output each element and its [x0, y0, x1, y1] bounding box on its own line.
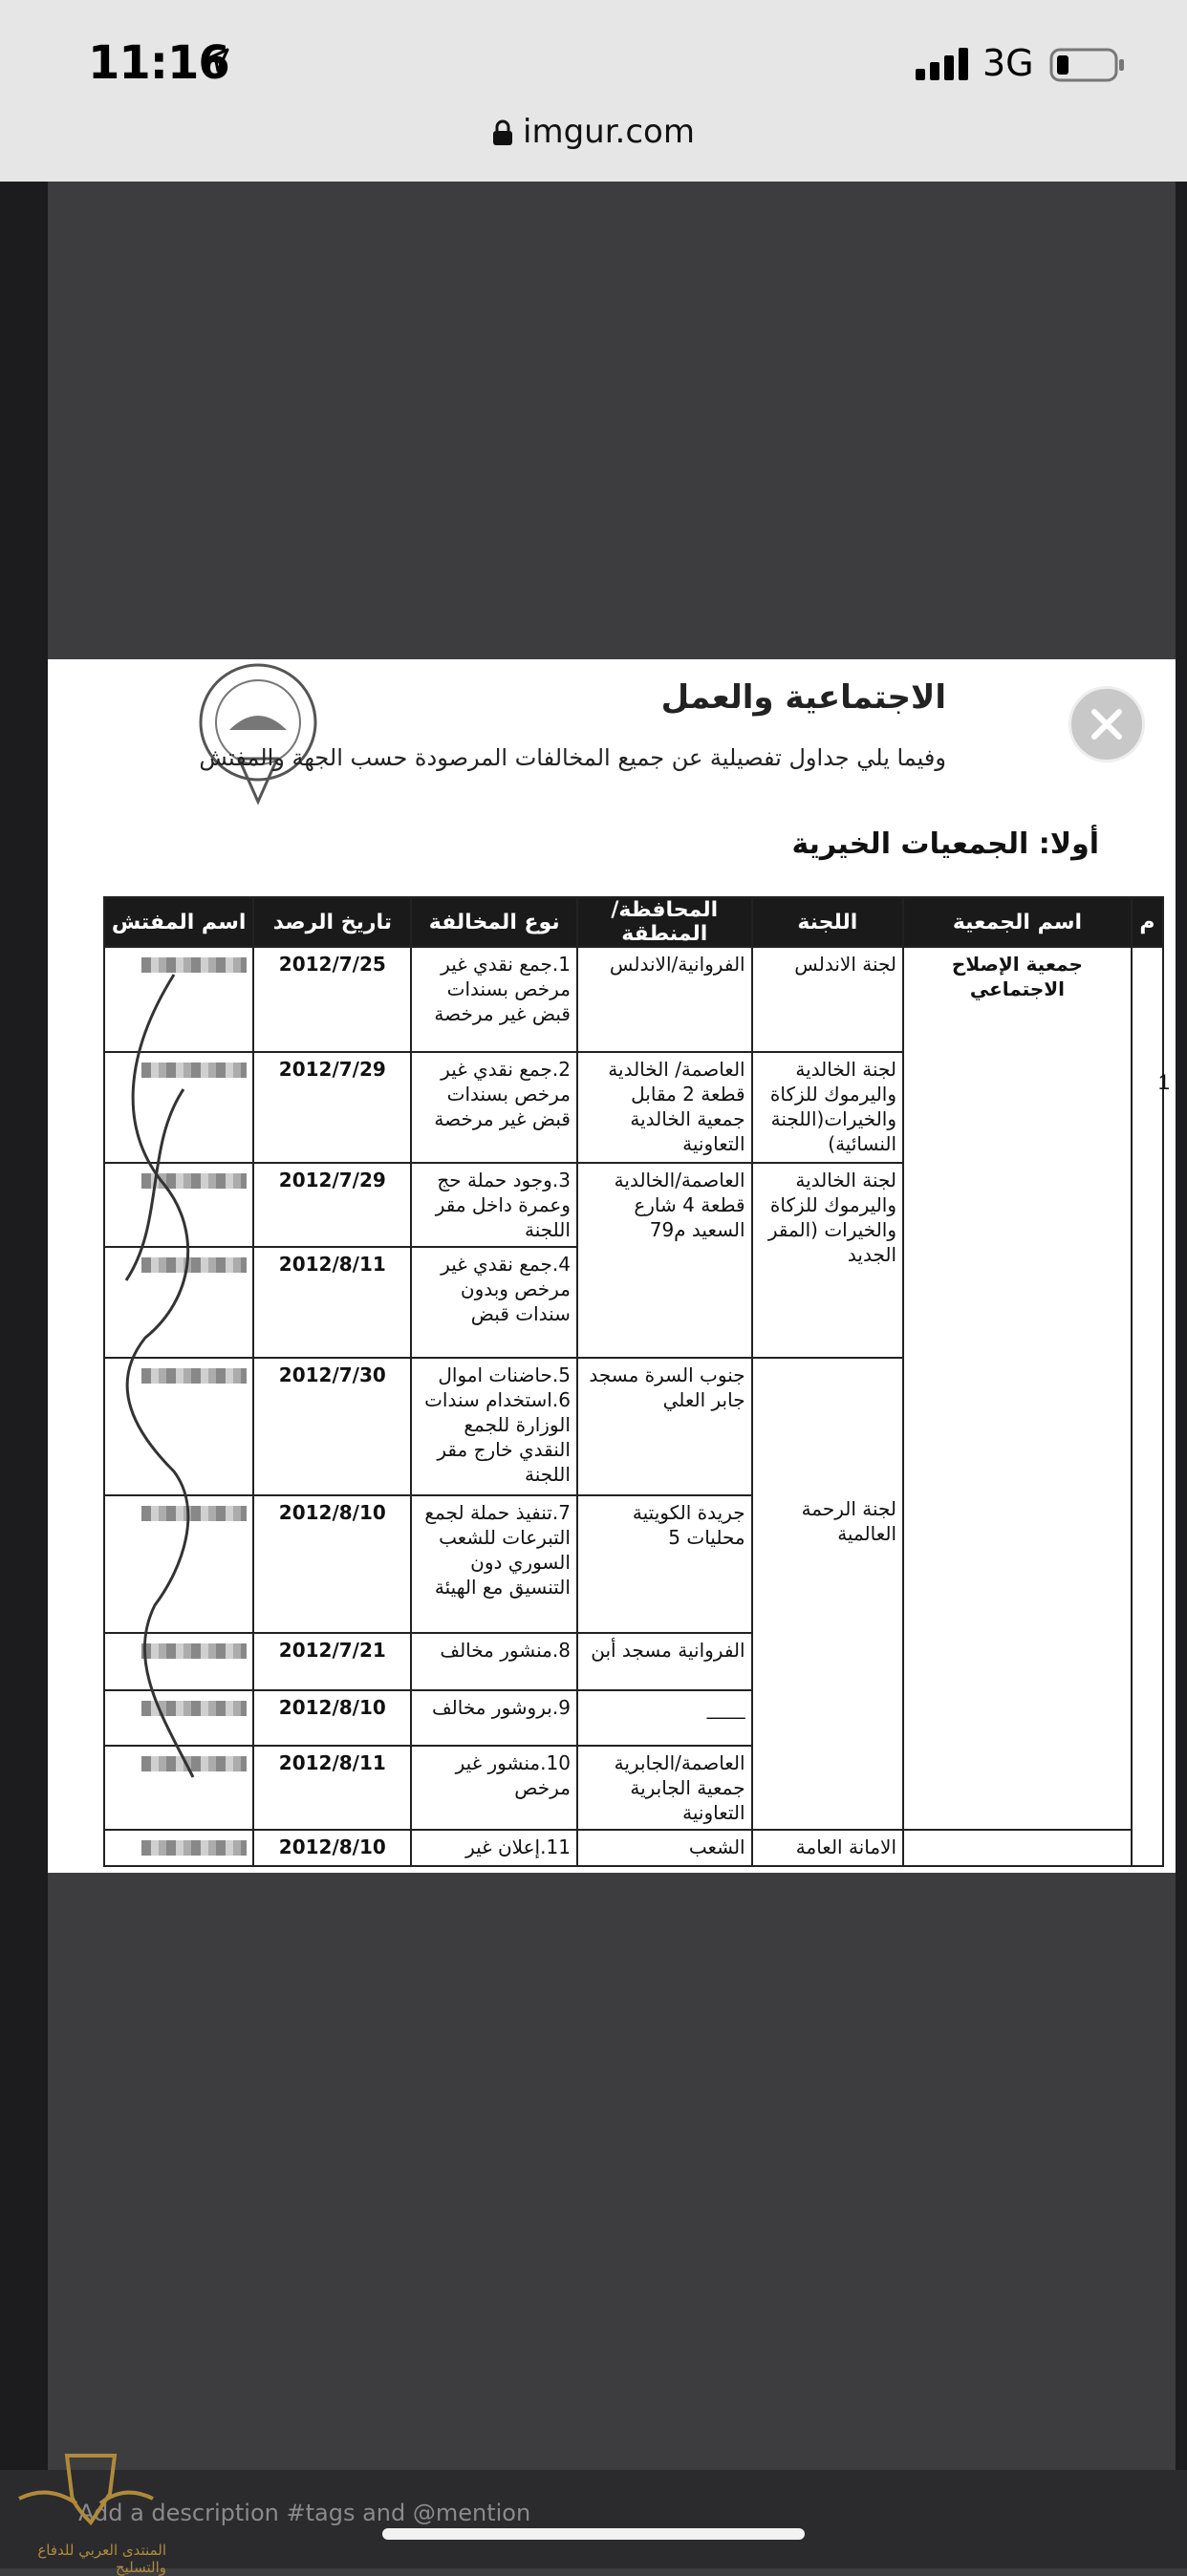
- committee-label: لجنة الرحمة العالمية: [801, 1497, 897, 1545]
- lock-icon: [492, 119, 513, 146]
- section-title: أولا: الجمعيات الخيرية: [791, 827, 1099, 861]
- column-header: تاريخ الرصد: [253, 897, 411, 947]
- network-type: 3G: [982, 42, 1034, 84]
- area-cell: الشعب: [577, 1830, 752, 1866]
- home-indicator[interactable]: [382, 2528, 805, 2540]
- committee-cell: لجنة الخالدية واليرموك للزكاة والخيرات(اللجنة النسائية): [752, 1052, 903, 1163]
- document-header: الاجتماعية والعمل: [660, 678, 946, 717]
- close-icon: [1071, 689, 1142, 760]
- date-cell: 2012/8/10: [253, 1495, 411, 1633]
- area-cell: جريدة الكويتية محليات 5: [577, 1495, 752, 1633]
- violation-cell: 3.وجود حملة حج وعمرة داخل مقر اللجنة: [411, 1163, 576, 1247]
- date-cell: 2012/7/30: [253, 1358, 411, 1495]
- violation-cell: 5.حاضنات اموال 6.استخدام سندات الوزارة للجمع النقدي خارج مقر اللجنة: [411, 1358, 576, 1495]
- battery-icon: [1049, 46, 1126, 84]
- address-bar[interactable]: [0, 113, 1187, 151]
- violation-cell: 2.جمع نقدي غير مرخص بسندات قبض غير مرخصة: [411, 1052, 576, 1163]
- date-cell: 2012/7/29: [253, 1163, 411, 1247]
- date-cell: 2012/7/21: [253, 1633, 411, 1690]
- area-cell: جنوب السرة مسجد جابر العلي: [577, 1358, 752, 1495]
- violation-cell: 1.جمع نقدي غير مرخص بسندات قبض غير مرخصة: [411, 947, 576, 1052]
- kuwait-emblem-icon: [191, 663, 325, 806]
- document-intro: وفيما يلي جداول تفصيلية عن جميع المخالفات المرصودة حسب الجهة والمفتش: [199, 744, 946, 771]
- date-cell: 2012/8/10: [253, 1830, 411, 1866]
- date-cell: 2012/7/25: [253, 947, 411, 1052]
- violations-table: [103, 896, 1164, 1867]
- column-header: م: [1132, 897, 1163, 947]
- violation-cell: 4.جمع نقدي غير مرخص وبدون سندات قبض: [411, 1247, 576, 1358]
- area-cell: العاصمة/ الخالدية قطعة 2 مقابل جمعية الخالدية التعاونية: [577, 1052, 752, 1163]
- column-header: اللجنة: [752, 897, 903, 947]
- committee-cell: الامانة العامة: [752, 1830, 903, 1866]
- close-button[interactable]: [1068, 686, 1145, 762]
- association-cell-blank: [903, 1830, 1132, 1866]
- committee-cell: [752, 1358, 903, 1830]
- date-cell: 2012/7/29: [253, 1052, 411, 1163]
- inspector-signature-icon: [107, 936, 222, 1815]
- area-cell: العاصمة/الجابرية جمعية الجابرية التعاونية: [577, 1746, 752, 1830]
- description-input[interactable]: Add a description #tags and @mention: [78, 2500, 531, 2526]
- date-cell: 2012/8/10: [253, 1690, 411, 1746]
- violation-cell: 10.منشور غير مرخص: [411, 1746, 576, 1830]
- date-cell: 2012/8/11: [253, 1247, 411, 1358]
- forum-logo-icon: [10, 2446, 162, 2542]
- table-header-row: [104, 897, 1163, 947]
- column-header: نوع المخالفة: [411, 897, 576, 947]
- location-arrow-icon: [203, 46, 231, 75]
- area-cell: العاصمة/الخالدية قطعة 4 شارع السعيد م79: [577, 1163, 752, 1358]
- column-header: اسم الجمعية: [903, 897, 1132, 947]
- url-text: imgur.com: [523, 113, 695, 151]
- row-number: 1: [1157, 1070, 1170, 1094]
- image-viewer[interactable]: [48, 659, 1176, 1873]
- table-row: [104, 947, 1163, 1052]
- violation-cell: 7.تنفيذ حملة لجمع التبرعات للشعب السوري دون التنسيق مع الهيئة: [411, 1495, 576, 1633]
- date-cell: 2012/8/11: [253, 1746, 411, 1830]
- area-cell: الفروانية/الاندلس: [577, 947, 752, 1052]
- violation-cell: 11.إعلان غير: [411, 1830, 576, 1866]
- area-cell: الفروانية مسجد أبن: [577, 1633, 752, 1690]
- column-header: اسم المفتش: [104, 897, 253, 947]
- committee-cell: لجنة الخالدية واليرموك للزكاة والخيرات (المقر الجديد: [752, 1163, 903, 1358]
- status-bar: [0, 0, 1187, 182]
- association-name: جمعية الإصلاح الاجتماعي: [903, 947, 1132, 1830]
- clock: 11:16: [88, 36, 229, 90]
- signal-icon: [916, 48, 971, 80]
- table-row: [104, 1830, 1163, 1866]
- area-cell: ____: [577, 1690, 752, 1746]
- left-gutter: [0, 182, 48, 2568]
- inspector-cell: [104, 1830, 253, 1866]
- right-gutter: [1176, 182, 1187, 2568]
- committee-cell: لجنة الاندلس: [752, 947, 903, 1052]
- redacted-name: [141, 1840, 247, 1856]
- watermark-text: المنتدى العربي للدفاع والتسليح: [37, 2542, 166, 2576]
- violation-cell: 9.بروشور مخالف: [411, 1690, 576, 1746]
- violation-cell: 8.منشور مخالف: [411, 1633, 576, 1690]
- column-header: المحافظة/المنطقة: [577, 897, 752, 947]
